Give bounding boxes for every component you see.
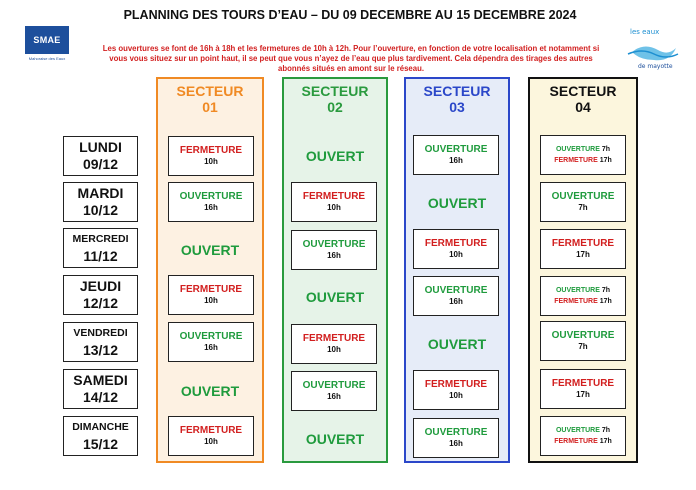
sector-label: SECTEUR: [549, 83, 617, 99]
schedule-open-s3-d2: OUVERT: [427, 195, 487, 211]
sector-header-01: [158, 83, 262, 115]
status-label: OUVERTURE: [179, 191, 243, 202]
status-hour: 16h: [204, 343, 218, 352]
status-hour: 16h: [449, 439, 463, 448]
sector-header-03: [406, 83, 508, 115]
schedule-cell-s4-d6: [540, 369, 626, 409]
status-hour: 16h: [449, 297, 463, 306]
status-label: OUVERTURE: [555, 146, 600, 153]
status-label: OUVERTURE: [551, 191, 615, 202]
status-hour: 16h: [327, 392, 341, 401]
close-line: [541, 296, 625, 307]
schedule-cell-s3-d7: [413, 418, 499, 458]
day-label-mercredi: [63, 228, 138, 268]
schedule-cell-s3-d3: [413, 229, 499, 269]
status-hour: 10h: [204, 157, 218, 166]
status-label: FERMETURE: [554, 157, 598, 164]
sector-number: 04: [575, 99, 591, 115]
schedule-cell-s2-d6: [291, 371, 377, 411]
schedule-cell-s4-d2: [540, 182, 626, 222]
status-hour: 16h: [204, 203, 218, 212]
smae-logo: [25, 26, 69, 74]
schedule-cell-s2-d3: [291, 230, 377, 270]
close-line: [541, 155, 625, 166]
sector-column-01: [156, 77, 264, 463]
status-label: FERMETURE: [554, 298, 598, 305]
status-hour: 17h: [599, 157, 612, 164]
schedule-cell-s1-d5: [168, 322, 254, 362]
status-label: FERMETURE: [424, 238, 488, 249]
schedule-cell-s1-d1: [168, 136, 254, 176]
water-drop-icon: [624, 24, 680, 70]
status-label: OUVERTURE: [551, 330, 615, 341]
schedule-open-s2-d7: OUVERT: [305, 431, 365, 447]
day-name: LUNDI: [79, 139, 122, 155]
schedule-cell-s4-d4: [540, 276, 626, 316]
sector-number: 01: [202, 99, 218, 115]
status-label: FERMETURE: [179, 145, 243, 156]
open-line: [541, 285, 625, 296]
day-name: SAMEDI: [73, 372, 128, 388]
schedule-cell-s1-d2: [168, 182, 254, 222]
day-label-dimanche: [63, 416, 138, 456]
close-line: [541, 436, 625, 447]
schedule-cell-s3-d4: [413, 276, 499, 316]
status-label: OUVERTURE: [424, 285, 488, 296]
status-hour: 7h: [578, 203, 588, 212]
sector-header-02: [284, 83, 386, 115]
status-label: FERMETURE: [179, 425, 243, 436]
day-label-mardi: [63, 182, 138, 222]
day-name: MARDI: [77, 185, 124, 201]
schedule-cell-s3-d1: [413, 135, 499, 175]
status-hour: 7h: [578, 342, 588, 351]
schedule-cell-s3-d6: [413, 370, 499, 410]
sector-label: SECTEUR: [301, 83, 369, 99]
schedule-cell-s2-d5: [291, 324, 377, 364]
day-name: VENDREDI: [73, 327, 128, 339]
logo-right-line2: de mayotte: [638, 63, 673, 70]
status-hour: 17h: [599, 438, 612, 445]
status-hour: 17h: [599, 298, 612, 305]
day-name: JEUDI: [79, 278, 122, 294]
status-label: FERMETURE: [551, 238, 615, 249]
day-label-samedi: [63, 369, 138, 409]
status-label: FERMETURE: [554, 438, 598, 445]
status-hour: 10h: [204, 296, 218, 305]
status-hour: 10h: [327, 203, 341, 212]
status-label: FERMETURE: [424, 379, 488, 390]
schedule-open-s2-d1: OUVERT: [305, 148, 365, 164]
status-label: OUVERTURE: [302, 380, 366, 391]
schedule-open-s2-d4: OUVERT: [305, 289, 365, 305]
page-title: PLANNING DES TOURS D’EAU – DU 09 DECEMBRE AU 15 DECEMBRE 2024: [123, 8, 577, 22]
eaux-de-mayotte-logo: [624, 24, 680, 70]
sector-header-04: [530, 83, 636, 115]
smae-logo-mark: SMAE: [25, 26, 69, 54]
status-label: FERMETURE: [179, 284, 243, 295]
day-date: 10/12: [82, 202, 119, 218]
schedule-cell-s1-d4: [168, 275, 254, 315]
open-line: [541, 425, 625, 436]
sector-label: SECTEUR: [176, 83, 244, 99]
status-hour: 7h: [601, 287, 611, 294]
schedule-cell-s4-d5: [540, 321, 626, 361]
day-date: 12/12: [82, 295, 119, 311]
schedule-notice: Les ouvertures se font de 16h à 18h et les fermetures de 10h à 12h. Pour l’ouverture, en fonction de votre localisation et notamment si vous vous situez sur un point haut, il se peut que vous n’ayez de l’eau que plus tardivement. Cela dépendra des tirages des autres abonnés situés en amont sur le réseau.: [102, 44, 600, 73]
status-label: OUVERTURE: [424, 427, 488, 438]
status-label: FERMETURE: [302, 191, 366, 202]
status-hour: 10h: [449, 391, 463, 400]
day-date: 13/12: [82, 342, 119, 358]
day-label-vendredi: [63, 322, 138, 362]
schedule-cell-s2-d2: [291, 182, 377, 222]
status-hour: 7h: [601, 427, 611, 434]
smae-logo-subtitle: Mahoraise des Eaux: [28, 56, 66, 61]
logo-right-line1: les eaux: [630, 28, 660, 36]
day-date: 15/12: [82, 436, 119, 452]
status-hour: 10h: [327, 345, 341, 354]
status-hour: 17h: [576, 250, 590, 259]
sector-number: 02: [327, 99, 343, 115]
status-label: OUVERTURE: [424, 144, 488, 155]
status-hour: 7h: [601, 146, 611, 153]
status-label: FERMETURE: [302, 333, 366, 344]
status-label: OUVERTURE: [555, 427, 600, 434]
status-hour: 10h: [449, 250, 463, 259]
status-hour: 10h: [204, 437, 218, 446]
schedule-cell-s4-d7: [540, 416, 626, 456]
day-label-lundi: [63, 136, 138, 176]
sector-number: 03: [449, 99, 465, 115]
status-label: OUVERTURE: [302, 239, 366, 250]
day-name: DIMANCHE: [72, 421, 129, 433]
day-date: 14/12: [82, 389, 119, 405]
open-line: [541, 144, 625, 155]
schedule-open-s1-d3: OUVERT: [180, 242, 240, 258]
status-label: OUVERTURE: [179, 331, 243, 342]
sector-label: SECTEUR: [423, 83, 491, 99]
status-label: FERMETURE: [551, 378, 615, 389]
status-label: OUVERTURE: [555, 287, 600, 294]
schedule-cell-s4-d3: [540, 229, 626, 269]
day-date: 11/12: [83, 248, 118, 264]
status-hour: 16h: [327, 251, 341, 260]
schedule-cell-s4-d1: [540, 135, 626, 175]
schedule-open-s1-d6: OUVERT: [180, 383, 240, 399]
status-hour: 16h: [449, 156, 463, 165]
schedule-open-s3-d5: OUVERT: [427, 336, 487, 352]
day-name: MERCREDI: [72, 233, 129, 245]
schedule-cell-s1-d7: [168, 416, 254, 456]
status-hour: 17h: [576, 390, 590, 399]
day-date: 09/12: [82, 156, 119, 172]
day-label-jeudi: [63, 275, 138, 315]
